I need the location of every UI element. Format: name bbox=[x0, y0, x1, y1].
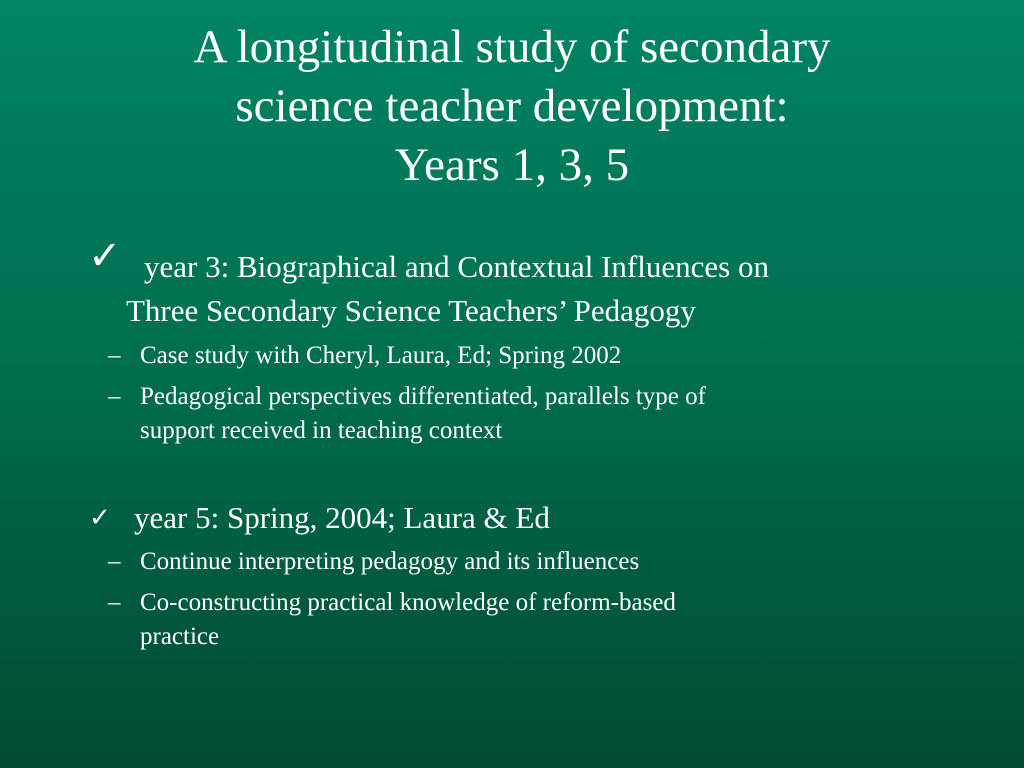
title-line-2: science teacher development: bbox=[235, 80, 789, 132]
bullet-year3-line1: year 3: Biographical and Contextual Influences on bbox=[144, 249, 769, 284]
check-mark-icon: ✓ bbox=[89, 503, 111, 533]
check-mark-icon: ✓ bbox=[88, 233, 122, 279]
dash-marker: – bbox=[108, 383, 121, 410]
dash-marker: – bbox=[108, 342, 121, 369]
subitem-case-study bbox=[108, 339, 940, 373]
subitem-text-line-1: Co-constructing practical knowledge of reform-based bbox=[140, 589, 676, 616]
subitem-text-line-2: support received in teaching context bbox=[140, 417, 503, 444]
dash-marker: – bbox=[108, 548, 121, 575]
bullet-year3-line2: Three Secondary Science Teachers’ Pedagogy bbox=[126, 293, 696, 328]
subitem-text: Case study with Cheryl, Laura, Ed; Spring 2002 bbox=[140, 342, 622, 369]
subitem-text-line-2: practice bbox=[140, 623, 220, 650]
subitem-co-constructing bbox=[108, 586, 940, 654]
title-line-3: Years 1, 3, 5 bbox=[394, 139, 630, 191]
subitem-pedagogical-perspectives bbox=[108, 380, 940, 448]
dash-marker: – bbox=[108, 589, 121, 616]
subitem-continue-interpreting bbox=[108, 545, 940, 579]
title-line-1: A longitudinal study of secondary bbox=[193, 21, 831, 73]
bullet-year5: year 5: Spring, 2004; Laura & Ed bbox=[134, 500, 550, 535]
subitem-text-line-1: Pedagogical perspectives differentiated, parallels type of bbox=[140, 383, 706, 410]
subitem-text: Continue interpreting pedagogy and its influences bbox=[140, 548, 640, 575]
slide-title bbox=[60, 18, 964, 195]
